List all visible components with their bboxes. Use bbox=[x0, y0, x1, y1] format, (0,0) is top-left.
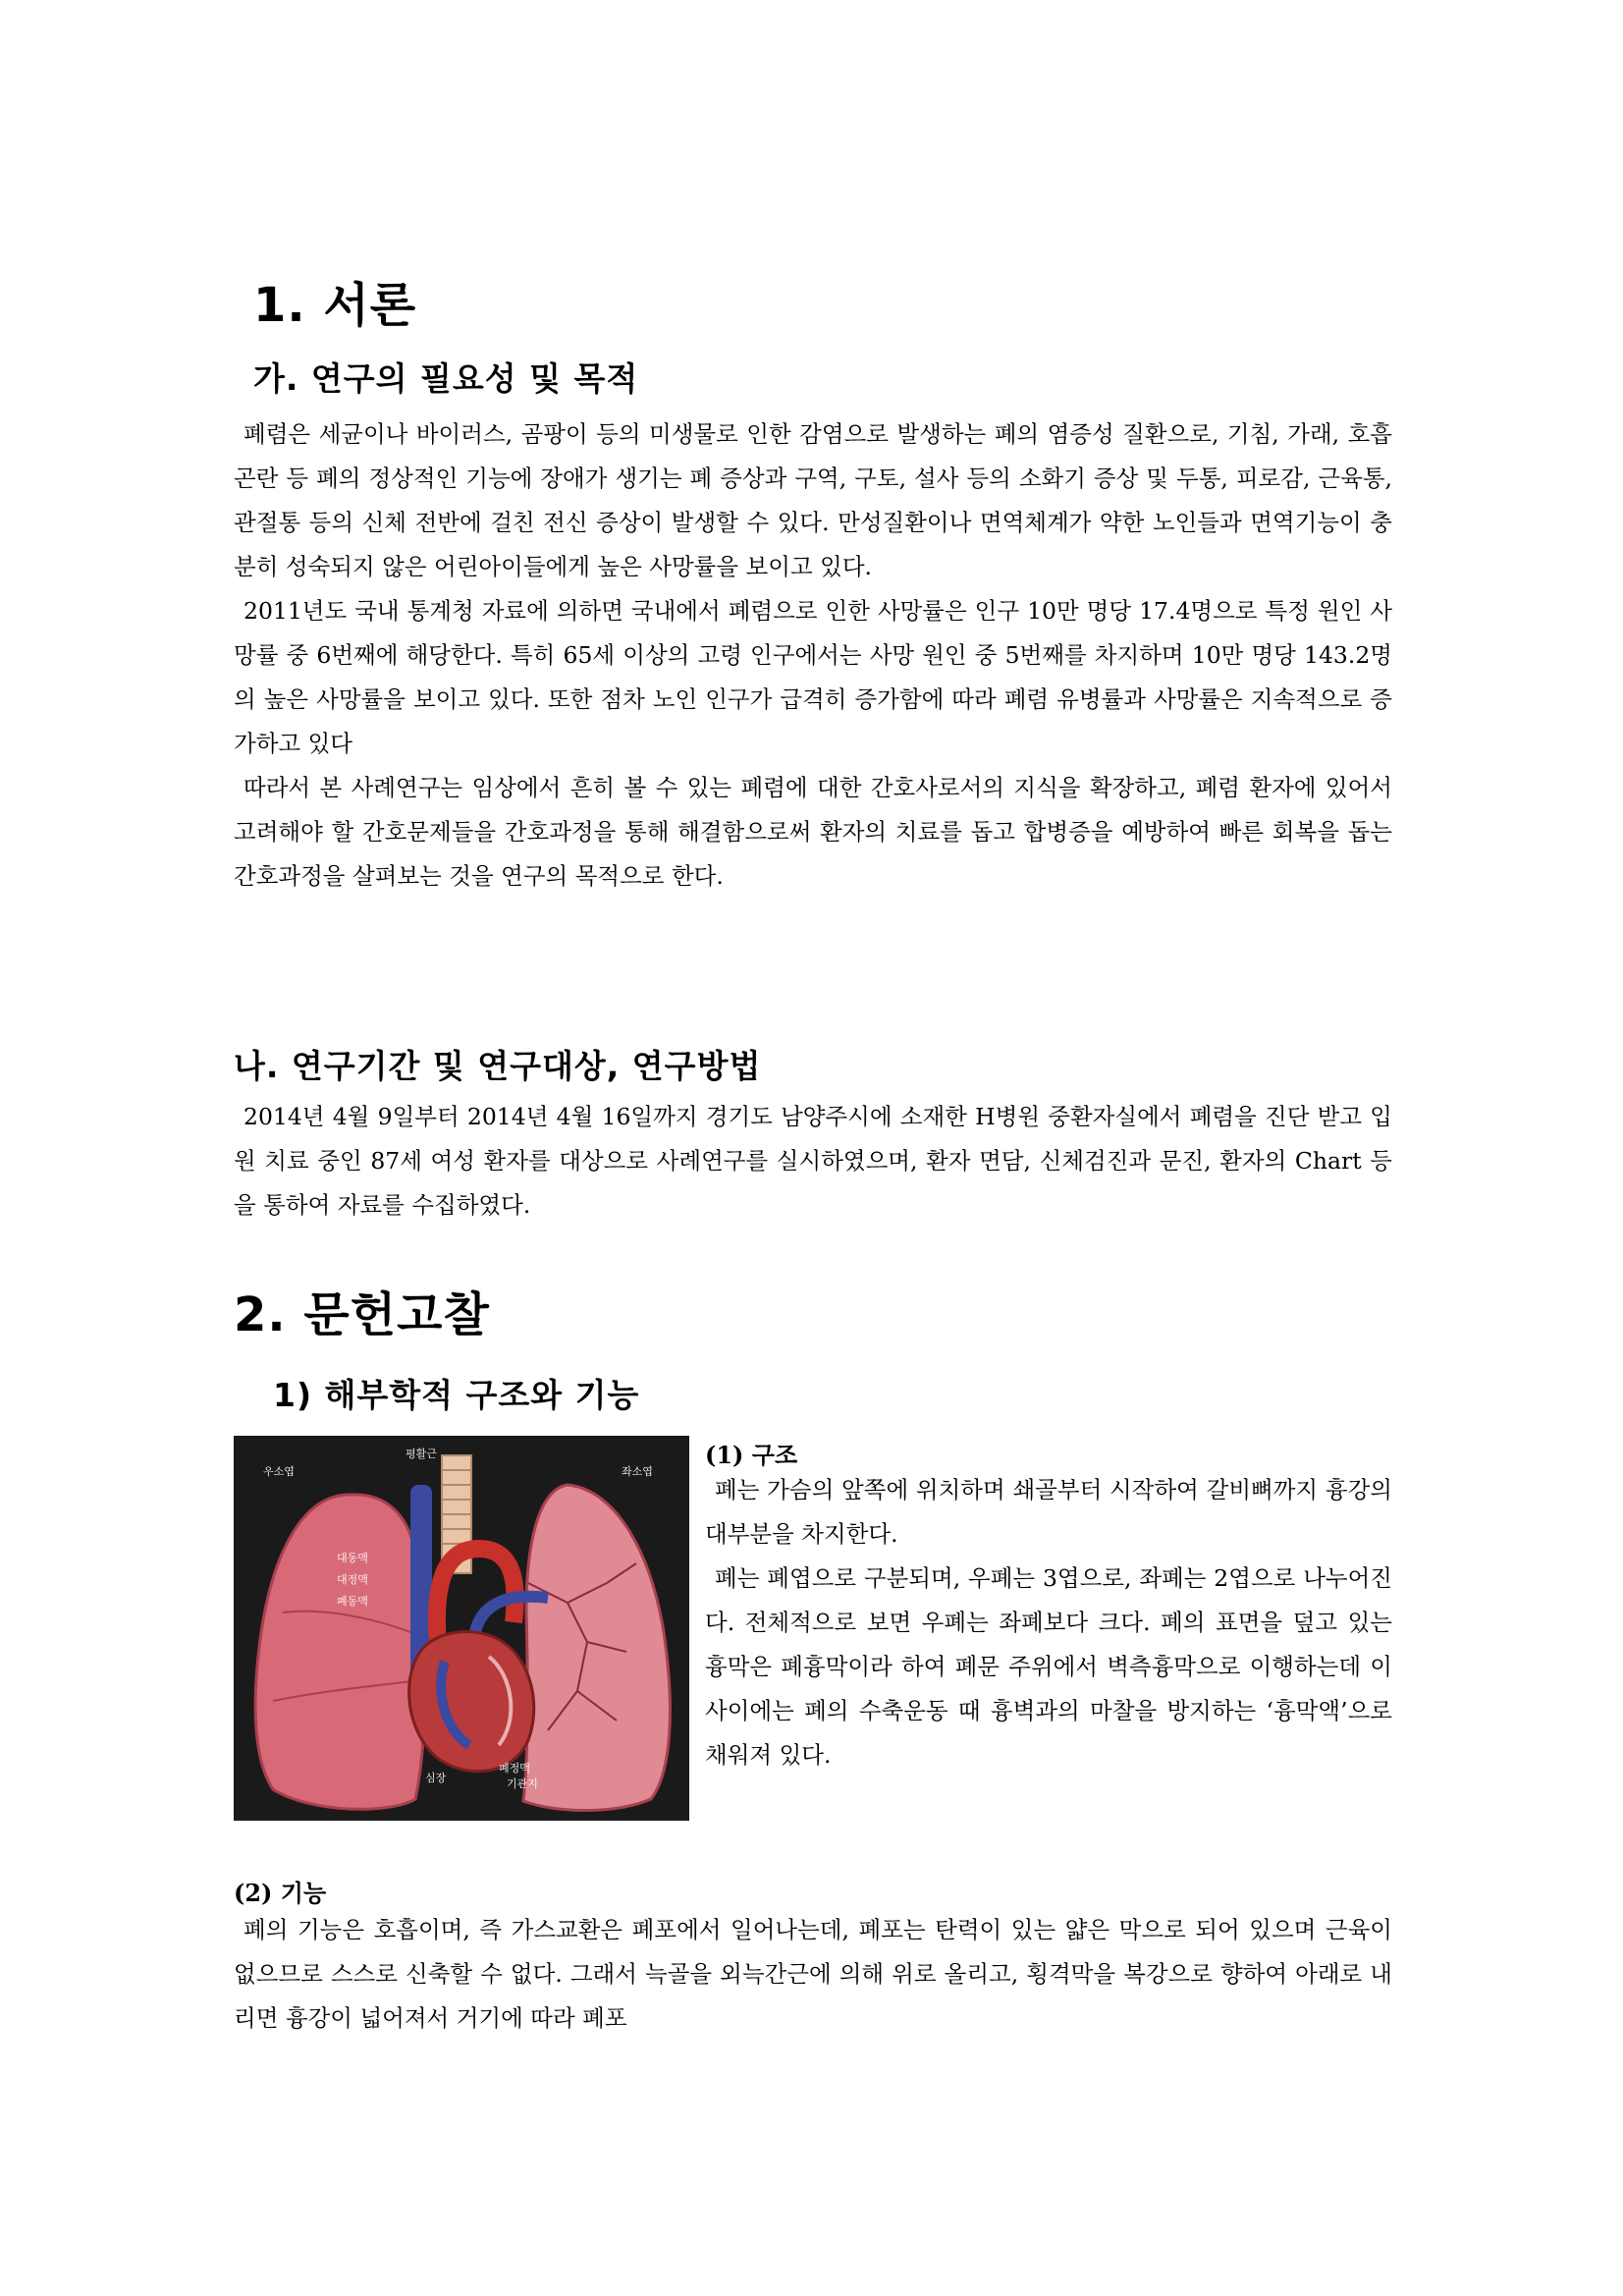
structure-heading: (1) 구조 bbox=[705, 1441, 798, 1469]
structure-body bbox=[705, 1468, 1392, 1777]
paragraph: 따라서 본 사례연구는 임상에서 흔히 볼 수 있는 폐렴에 대한 간호사로서의 지식을 확장하고, 폐렴 환자에 있어서 고려해야 할 간호문제들을 간호과정을 통해 해결함으로써 환자의 치료를 돕고 합병증을 예방하여 빠른 회복을 돕는 간호과정을 살펴보는 것을 연구의 목적으로 한다. bbox=[234, 774, 1392, 890]
section-title-literature-review: 2. 문헌고찰 bbox=[234, 1287, 490, 1342]
subsection-title-purpose: 가. 연구의 필요성 및 목적 bbox=[253, 359, 639, 398]
function-heading: (2) 기능 bbox=[234, 1879, 327, 1907]
figure-label-right-lobe: 우소엽 bbox=[263, 1465, 295, 1478]
figure-label-bronchus: 기관지 bbox=[507, 1777, 538, 1790]
figure-label-aorta: 대동맥 bbox=[337, 1552, 368, 1564]
lung-anatomy-figure bbox=[234, 1436, 689, 1821]
figure-label-vena-cava: 대정맥 bbox=[337, 1573, 368, 1586]
function-body bbox=[234, 1908, 1392, 2041]
paragraph: 2014년 4월 9일부터 2014년 4월 16일까지 경기도 남양주시에 소재한 H병원 중환자실에서 폐렴을 진단 받고 입원 치료 중인 87세 여성 환자를 대상으로 사례연구를 실시하였으며, 환자 면담, 신체검진과 문진, 환자의 Chart 등을 통하여 자료를 수집하였다. bbox=[234, 1103, 1392, 1219]
subsection-title-anatomy: 1) 해부학적 구조와 기능 bbox=[273, 1376, 640, 1414]
figure-label-left-lobe: 좌소엽 bbox=[622, 1465, 653, 1478]
paragraph: 폐는 폐엽으로 구분되며, 우폐는 3엽으로, 좌폐는 2엽으로 나누어진다. 전체적으로 보면 우폐는 좌폐보다 크다. 폐의 표면을 덮고 있는 흉막은 폐흉막이라 하여 폐문 주위에서 벽측흉막으로 이행하는데 이 사이에는 폐의 수축운동 때 흉벽과의 마찰을 방지하는 ‘흉막액’으로 채워져 있다. bbox=[705, 1564, 1392, 1769]
method-body bbox=[234, 1095, 1392, 1228]
subsection-title-method: 나. 연구기간 및 연구대상, 연구방법 bbox=[234, 1047, 762, 1085]
section-title-introduction: 1. 서론 bbox=[253, 278, 417, 333]
paragraph: 2011년도 국내 통계청 자료에 의하면 국내에서 폐렴으로 인한 사망률은 인구 10만 명당 17.4명으로 특정 원인 사망률 중 6번째에 해당한다. 특히 65세 이상의 고령 인구에서는 사망 원인 중 5번째를 차지하며 10만 명당 143.2명의 높은 사망률을 보이고 있다. 또한 점차 노인 인구가 급격히 증가함에 따라 폐렴 유병률과 사망률은 지속적으로 증가하고 있다 bbox=[234, 597, 1392, 757]
figure-label-pulmonary-artery: 폐동맥 bbox=[337, 1595, 368, 1608]
paragraph: 폐렴은 세균이나 바이러스, 곰팡이 등의 미생물로 인한 감염으로 발생하는 폐의 염증성 질환으로, 기침, 가래, 호흡곤란 등 폐의 정상적인 기능에 장애가 생기는 폐 증상과 구역, 구토, 설사 등의 소화기 증상 및 두통, 피로감, 근육통, 관절통 등의 신체 전반에 걸친 전신 증상이 발생할 수 있다. 만성질환이나 면역체계가 약한 노인들과 면역기능이 충분히 성숙되지 않은 어린아이들에게 높은 사망률을 보이고 있다. bbox=[234, 420, 1392, 580]
paragraph: 폐는 가슴의 앞쪽에 위치하며 쇄골부터 시작하여 갈비뼈까지 흉강의 대부분을 차지한다. bbox=[705, 1476, 1392, 1548]
purpose-body bbox=[234, 412, 1392, 899]
figure-label-smooth-muscle: 평활근 bbox=[406, 1448, 437, 1460]
paragraph: 폐의 기능은 호흡이며, 즉 가스교환은 폐포에서 일어나는데, 폐포는 탄력이 있는 얇은 막으로 되어 있으며 근육이 없으므로 스스로 신축할 수 없다. 그래서 늑골을 외늑간근에 의해 위로 올리고, 횡격막을 복강으로 향하여 아래로 내리면 흉강이 넓어져서 거기에 따라 폐포 bbox=[234, 1916, 1392, 2032]
figure-label-heart: 심장 bbox=[425, 1772, 447, 1784]
figure-label-pulmonary-vein: 폐정맥 bbox=[499, 1762, 530, 1775]
